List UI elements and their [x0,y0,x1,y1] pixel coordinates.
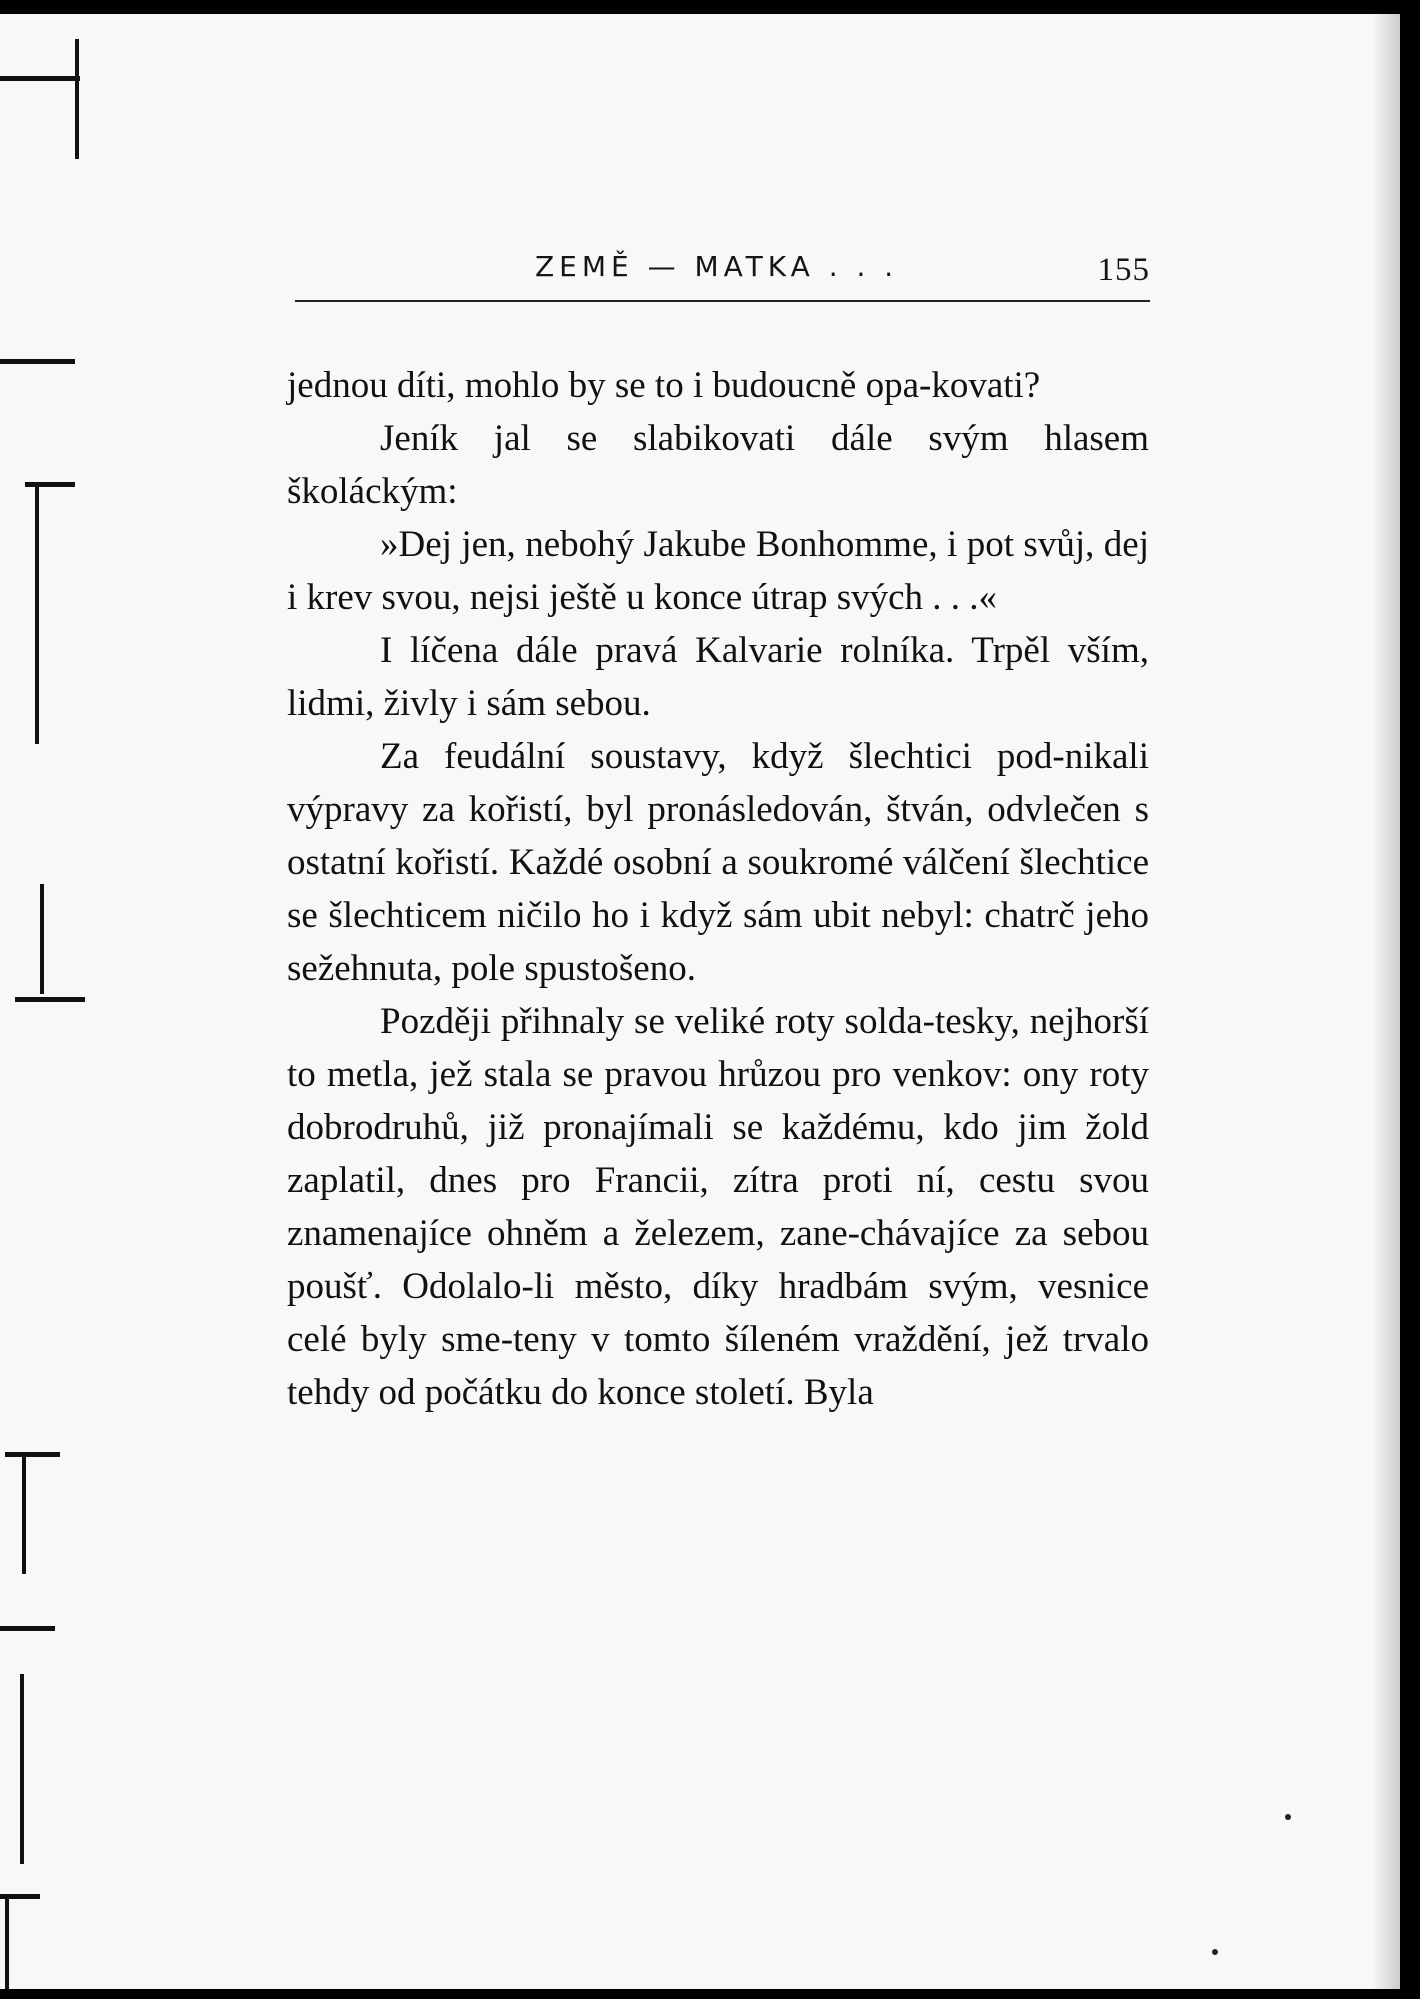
page-number: 155 [1097,252,1150,288]
binding-mark [0,359,75,364]
book-page [0,14,1400,1989]
binding-mark [22,1454,26,1574]
binding-mark [75,39,79,159]
binding-mark [0,1626,55,1631]
header-rule [295,300,1150,302]
page-edge-shadow [1372,14,1400,1989]
binding-mark [40,884,44,994]
binding-mark [15,997,85,1002]
binding-mark [25,482,75,487]
running-title: ZEMĚ — MATKA . . . [535,250,899,283]
paragraph: Později přihnaly se veliké roty solda-tesky, nejhorší to metla, jež stala se pravou hrůzou pro venkov: ony roty dobrodruhů, již pronajímali se každému, kdo jim žold zaplatil, dnes pro Francii, zítra proti ní, cestu svou znamenajíce ohněm a železem, zane-chávajíce za sebou poušť. Odolalo-li město, díky hradbám svým, vesnice celé byly sme-teny v tomto šíleném vraždění, jež trvalo tehdy od počátku do konce století. Byla [287,1001,1149,1413]
paragraph: jednou díti, mohlo by se to i budoucně opa-kovati? [287,365,1041,406]
binding-mark [20,1674,24,1864]
ink-speck [1212,1949,1218,1955]
binding-edge [0,14,90,1989]
paragraph: Jeník jal se slabikovati dále svým hlasem školáckým: [287,418,1149,512]
body-text [287,359,1149,1419]
binding-mark [5,1896,9,1989]
running-header [295,242,1150,302]
ink-speck [1285,1814,1291,1820]
paragraph: Za feudální soustavy, když šlechtici pod-nikali výpravy za kořistí, byl pronásledován, štván, odvlečen s ostatní kořistí. Každé osobní a soukromé válčení šlechtice se šlechticem ničilo ho i když sám ubit nebyl: chatrč jeho sežehnuta, pole spustošeno. [287,736,1149,989]
binding-mark [35,484,39,744]
binding-mark [5,1452,60,1457]
paragraph: »Dej jen, nebohý Jakube Bonhomme, i pot svůj, dej i krev svou, nejsi ještě u konce útrap svých . . .« [287,524,1149,618]
paragraph: I líčena dále pravá Kalvarie rolníka. Trpěl vším, lidmi, živly i sám sebou. [287,630,1149,724]
binding-mark [0,76,80,81]
